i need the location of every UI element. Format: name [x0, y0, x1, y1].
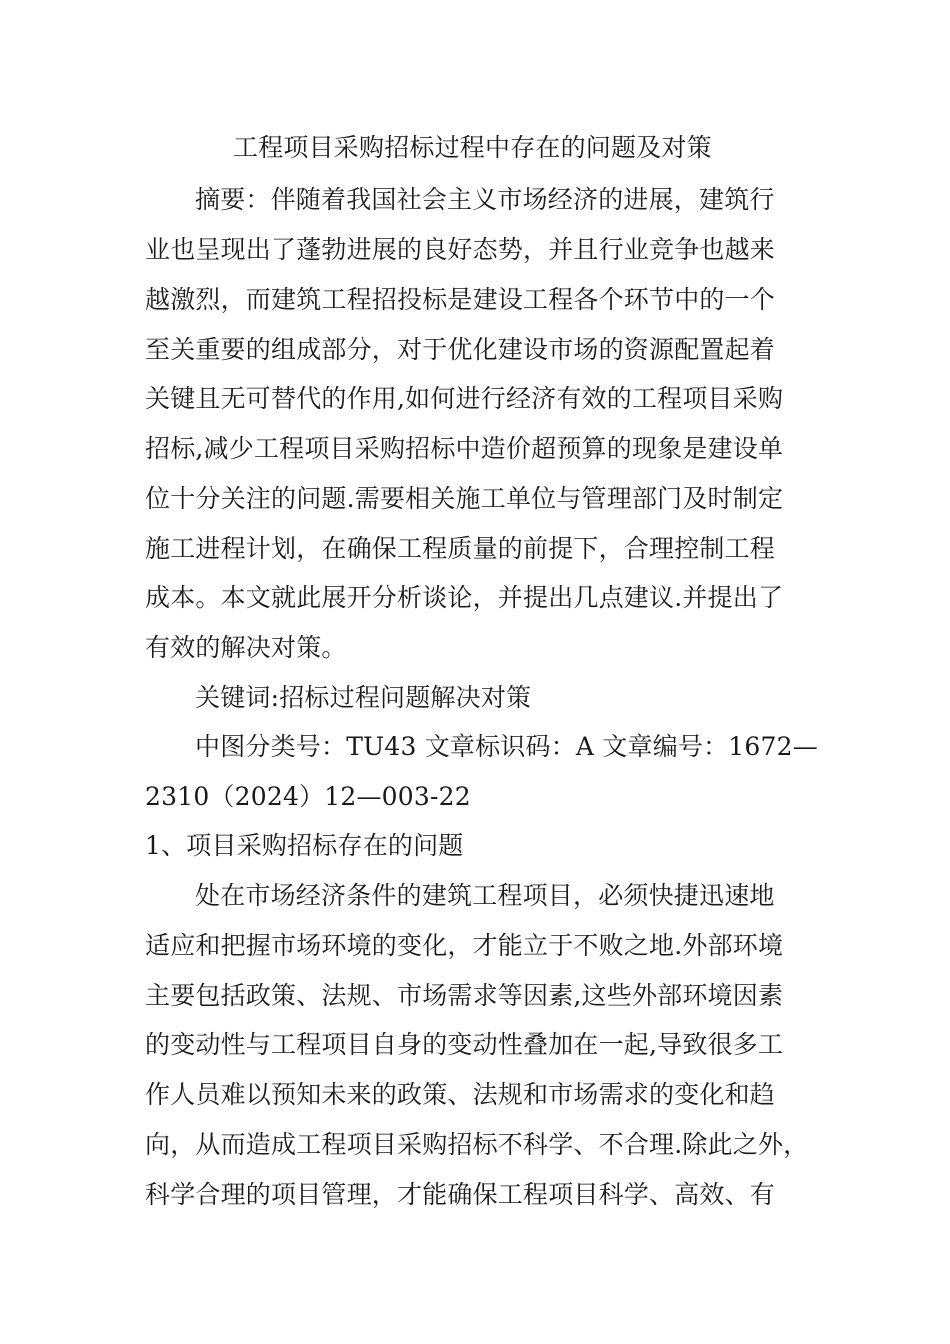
document-title: 工程项目采购招标过程中存在的问题及对策 — [233, 133, 712, 162]
body-line: 处在市场经济条件的建筑工程项目，必须快捷迅速地 — [195, 881, 775, 910]
body-line: 科学合理的项目管理，才能确保工程项目科学、高效、有 — [145, 1180, 776, 1209]
abstract-line: 有效的解决对策。 — [145, 633, 347, 662]
abstract-line: 业也呈现出了蓬勃进展的良好态势，并且行业竞争也越来 — [145, 235, 776, 264]
abstract-line: 成本。本文就此展开分析谈论，并提出几点建议.并提出了 — [145, 583, 784, 612]
abstract-line: 关键且无可替代的作用,如何进行经济有效的工程项目采购 — [145, 384, 784, 413]
keywords: 关键词:招标过程问题解决对策 — [195, 683, 532, 712]
body-line: 适应和把握市场环境的变化，才能立于不败之地.外部环境 — [145, 931, 784, 960]
abstract-line: 越激烈，而建筑工程招投标是建设工程各个环节中的一个 — [145, 285, 776, 314]
abstract-line: 招标,减少工程项目采购招标中造价超预算的现象是建设单 — [145, 434, 784, 463]
body-line: 作人员难以预知未来的政策、法规和市场需求的变化和趋 — [145, 1080, 776, 1109]
abstract-line: 位十分关注的问题.需要相关施工单位与管理部门及时制定 — [145, 484, 784, 513]
classification-line: 中图分类号：TU43 文章标识码：A 文章编号：1672— — [195, 732, 818, 761]
classification-line: 2310（2024）12—003-22 — [145, 782, 471, 811]
abstract-line: 至关重要的组成部分，对于优化建设市场的资源配置起着 — [145, 335, 776, 364]
abstract-line: 摘要：伴随着我国社会主义市场经济的进展，建筑行 — [195, 185, 775, 214]
abstract-line: 施工进程计划，在确保工程质量的前提下，合理控制工程 — [145, 534, 776, 563]
section-heading: 1、项目采购招标存在的问题 — [145, 831, 464, 860]
body-line: 向，从而造成工程项目采购招标不科学、不合理.除此之外， — [145, 1130, 809, 1159]
body-line: 主要包括政策、法规、市场需求等因素,这些外部环境因素 — [145, 981, 784, 1010]
body-line: 的变动性与工程项目自身的变动性叠加在一起,导致很多工 — [145, 1030, 784, 1059]
